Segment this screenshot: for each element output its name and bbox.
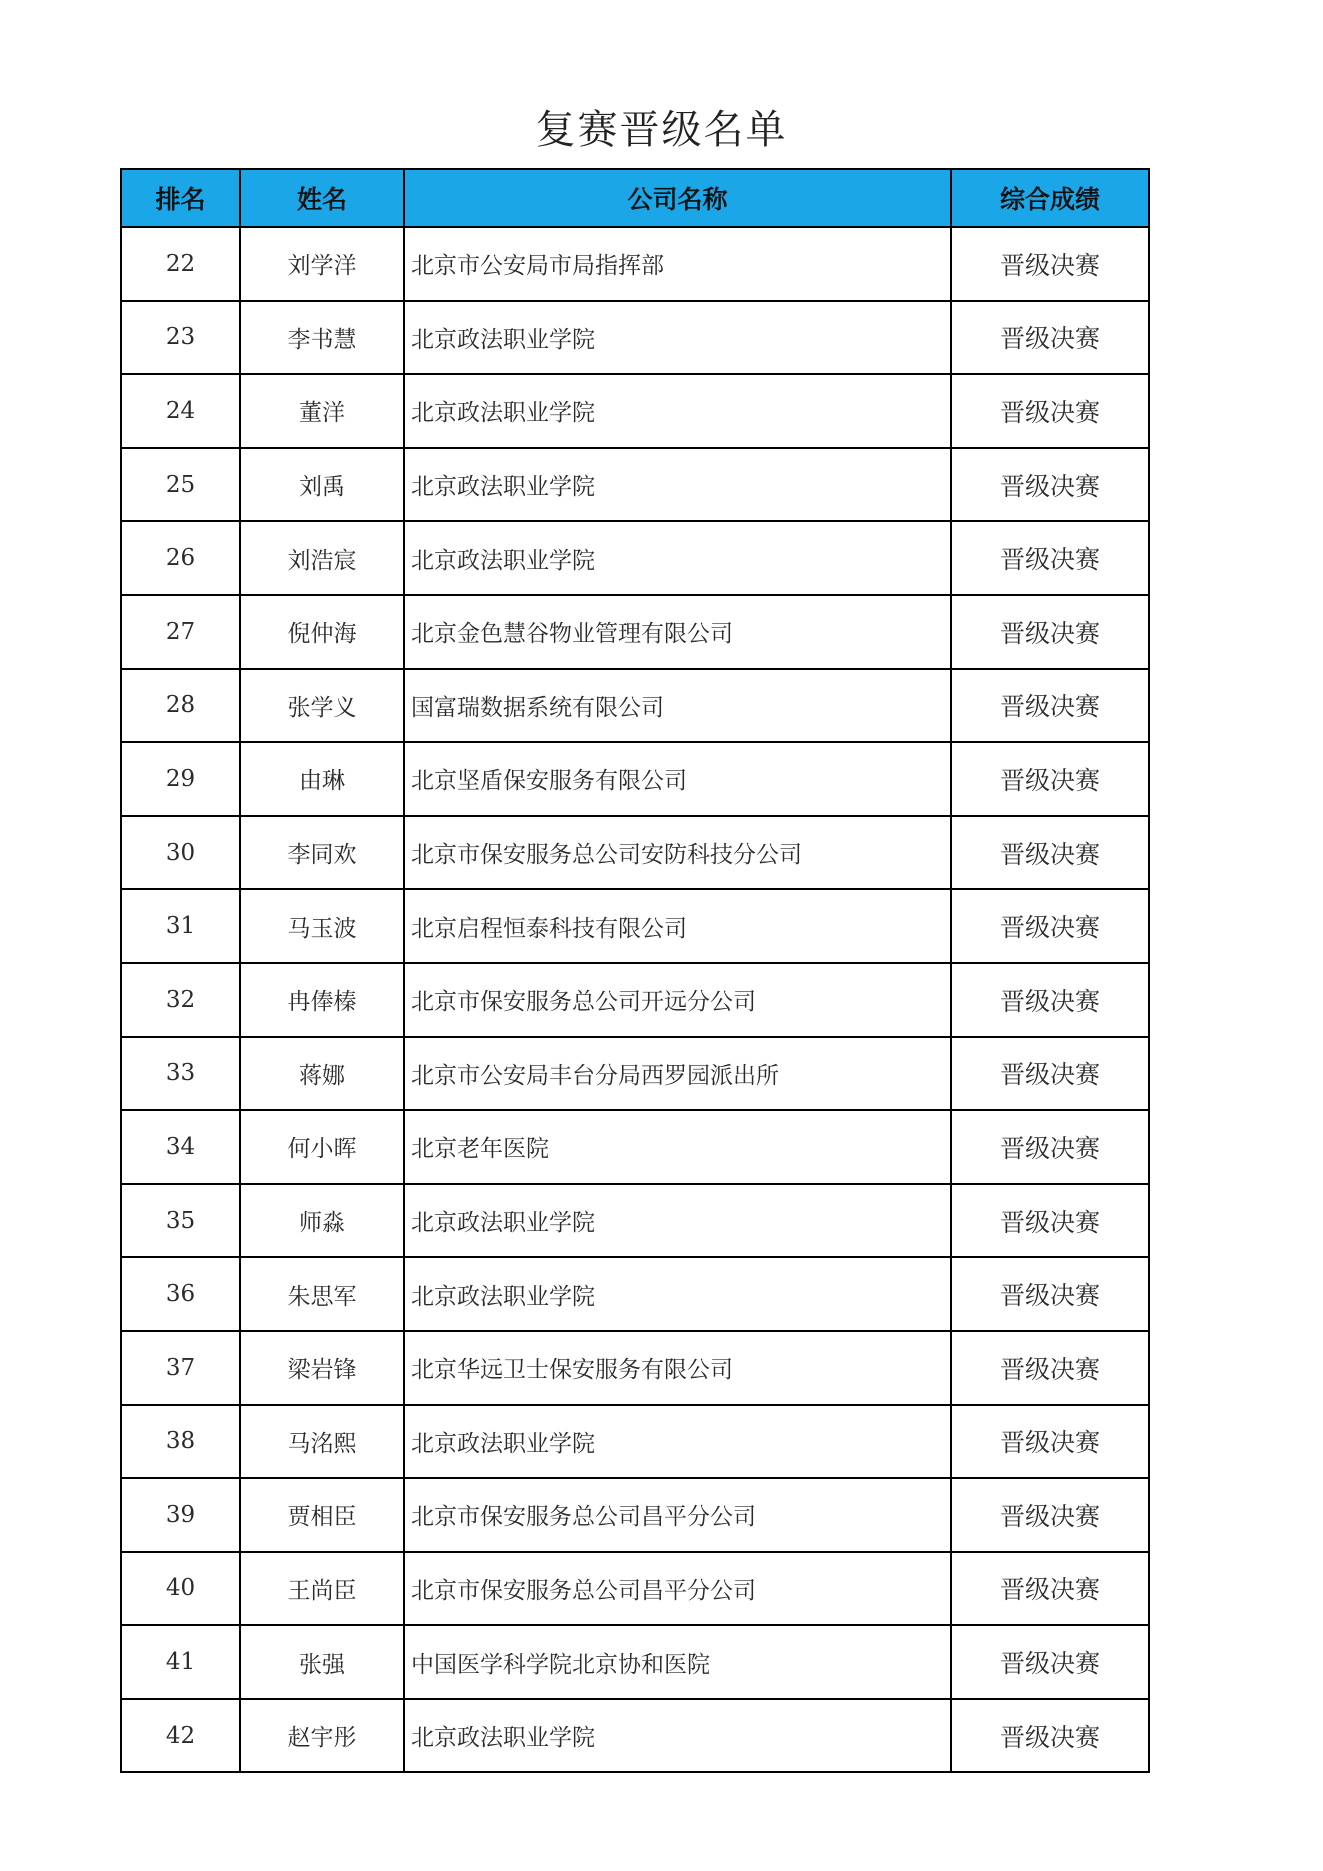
table-row — [121, 521, 1149, 595]
company-cell: 北京政法职业学院 — [404, 521, 951, 595]
company-cell: 北京老年医院 — [404, 1110, 951, 1184]
rank-cell: 29 — [121, 742, 240, 816]
rank-cell: 22 — [121, 227, 240, 301]
table-row — [121, 1257, 1149, 1331]
score-cell: 晋级决赛 — [951, 301, 1149, 375]
score-cell: 晋级决赛 — [951, 1478, 1149, 1552]
rank-cell: 24 — [121, 374, 240, 448]
company-cell: 北京坚盾保安服务有限公司 — [404, 742, 951, 816]
company-cell: 北京政法职业学院 — [404, 1699, 951, 1773]
rank-cell: 28 — [121, 669, 240, 743]
table-row — [121, 742, 1149, 816]
rank-cell: 33 — [121, 1037, 240, 1111]
score-cell: 晋级决赛 — [951, 889, 1149, 963]
company-cell: 北京政法职业学院 — [404, 1405, 951, 1479]
company-cell: 国富瑞数据系统有限公司 — [404, 669, 951, 743]
table-row — [121, 816, 1149, 890]
name-cell: 李同欢 — [240, 816, 404, 890]
score-cell: 晋级决赛 — [951, 669, 1149, 743]
name-cell: 刘学洋 — [240, 227, 404, 301]
score-cell: 晋级决赛 — [951, 816, 1149, 890]
header-rank: 排名 — [121, 169, 240, 227]
score-cell: 晋级决赛 — [951, 227, 1149, 301]
company-cell: 北京市保安服务总公司昌平分公司 — [404, 1478, 951, 1552]
name-cell: 倪仲海 — [240, 595, 404, 669]
header-name: 姓名 — [240, 169, 404, 227]
company-cell: 北京政法职业学院 — [404, 374, 951, 448]
company-cell: 北京华远卫士保安服务有限公司 — [404, 1331, 951, 1405]
table-row — [121, 301, 1149, 375]
company-cell: 北京金色慧谷物业管理有限公司 — [404, 595, 951, 669]
score-cell: 晋级决赛 — [951, 963, 1149, 1037]
score-cell: 晋级决赛 — [951, 595, 1149, 669]
name-cell: 何小晖 — [240, 1110, 404, 1184]
name-cell: 王尚臣 — [240, 1552, 404, 1626]
rank-cell: 27 — [121, 595, 240, 669]
rank-cell: 37 — [121, 1331, 240, 1405]
header-score: 综合成绩 — [951, 169, 1149, 227]
rank-cell: 36 — [121, 1257, 240, 1331]
company-cell: 北京政法职业学院 — [404, 448, 951, 522]
name-cell: 马洺熙 — [240, 1405, 404, 1479]
rank-cell: 25 — [121, 448, 240, 522]
name-cell: 张强 — [240, 1625, 404, 1699]
company-cell: 中国医学科学院北京协和医院 — [404, 1625, 951, 1699]
advancement-table — [120, 168, 1150, 1773]
rank-cell: 26 — [121, 521, 240, 595]
table-row — [121, 448, 1149, 522]
name-cell: 张学义 — [240, 669, 404, 743]
rank-cell: 40 — [121, 1552, 240, 1626]
name-cell: 师淼 — [240, 1184, 404, 1258]
score-cell: 晋级决赛 — [951, 742, 1149, 816]
rank-cell: 31 — [121, 889, 240, 963]
score-cell: 晋级决赛 — [951, 1184, 1149, 1258]
table-row — [121, 1405, 1149, 1479]
company-cell: 北京市公安局市局指挥部 — [404, 227, 951, 301]
company-cell: 北京政法职业学院 — [404, 301, 951, 375]
name-cell: 董洋 — [240, 374, 404, 448]
score-cell: 晋级决赛 — [951, 448, 1149, 522]
score-cell: 晋级决赛 — [951, 1405, 1149, 1479]
header-company: 公司名称 — [404, 169, 951, 227]
page-title: 复赛晋级名单 — [535, 107, 788, 153]
name-cell: 蒋娜 — [240, 1037, 404, 1111]
table-row — [121, 889, 1149, 963]
table-row — [121, 1037, 1149, 1111]
name-cell: 朱思军 — [240, 1257, 404, 1331]
table-row — [121, 669, 1149, 743]
table-row — [121, 1110, 1149, 1184]
name-cell: 马玉波 — [240, 889, 404, 963]
rank-cell: 35 — [121, 1184, 240, 1258]
name-cell: 赵宇彤 — [240, 1699, 404, 1773]
company-cell: 北京市保安服务总公司昌平分公司 — [404, 1552, 951, 1626]
score-cell: 晋级决赛 — [951, 1110, 1149, 1184]
score-cell: 晋级决赛 — [951, 1257, 1149, 1331]
rank-cell: 34 — [121, 1110, 240, 1184]
score-cell: 晋级决赛 — [951, 1625, 1149, 1699]
name-cell: 刘浩宸 — [240, 521, 404, 595]
company-cell: 北京启程恒泰科技有限公司 — [404, 889, 951, 963]
company-cell: 北京市保安服务总公司安防科技分公司 — [404, 816, 951, 890]
table-row — [121, 963, 1149, 1037]
table-row — [121, 374, 1149, 448]
score-cell: 晋级决赛 — [951, 374, 1149, 448]
table-row — [121, 1478, 1149, 1552]
rank-cell: 42 — [121, 1699, 240, 1773]
name-cell: 冉俸榛 — [240, 963, 404, 1037]
rank-cell: 41 — [121, 1625, 240, 1699]
score-cell: 晋级决赛 — [951, 1331, 1149, 1405]
rank-cell: 23 — [121, 301, 240, 375]
table-row — [121, 227, 1149, 301]
name-cell: 贾相臣 — [240, 1478, 404, 1552]
table-row — [121, 595, 1149, 669]
table-row — [121, 1552, 1149, 1626]
company-cell: 北京政法职业学院 — [404, 1184, 951, 1258]
name-cell: 李书慧 — [240, 301, 404, 375]
company-cell: 北京市保安服务总公司开远分公司 — [404, 963, 951, 1037]
rank-cell: 32 — [121, 963, 240, 1037]
score-cell: 晋级决赛 — [951, 1552, 1149, 1626]
score-cell: 晋级决赛 — [951, 1037, 1149, 1111]
table-header-row — [121, 169, 1149, 227]
table-row — [121, 1625, 1149, 1699]
rank-cell: 30 — [121, 816, 240, 890]
rank-cell: 38 — [121, 1405, 240, 1479]
name-cell: 梁岩锋 — [240, 1331, 404, 1405]
name-cell: 刘禹 — [240, 448, 404, 522]
score-cell: 晋级决赛 — [951, 1699, 1149, 1773]
name-cell: 由琳 — [240, 742, 404, 816]
rank-cell: 39 — [121, 1478, 240, 1552]
table-row — [121, 1699, 1149, 1773]
table-row — [121, 1184, 1149, 1258]
company-cell: 北京市公安局丰台分局西罗园派出所 — [404, 1037, 951, 1111]
company-cell: 北京政法职业学院 — [404, 1257, 951, 1331]
score-cell: 晋级决赛 — [951, 521, 1149, 595]
table-row — [121, 1331, 1149, 1405]
